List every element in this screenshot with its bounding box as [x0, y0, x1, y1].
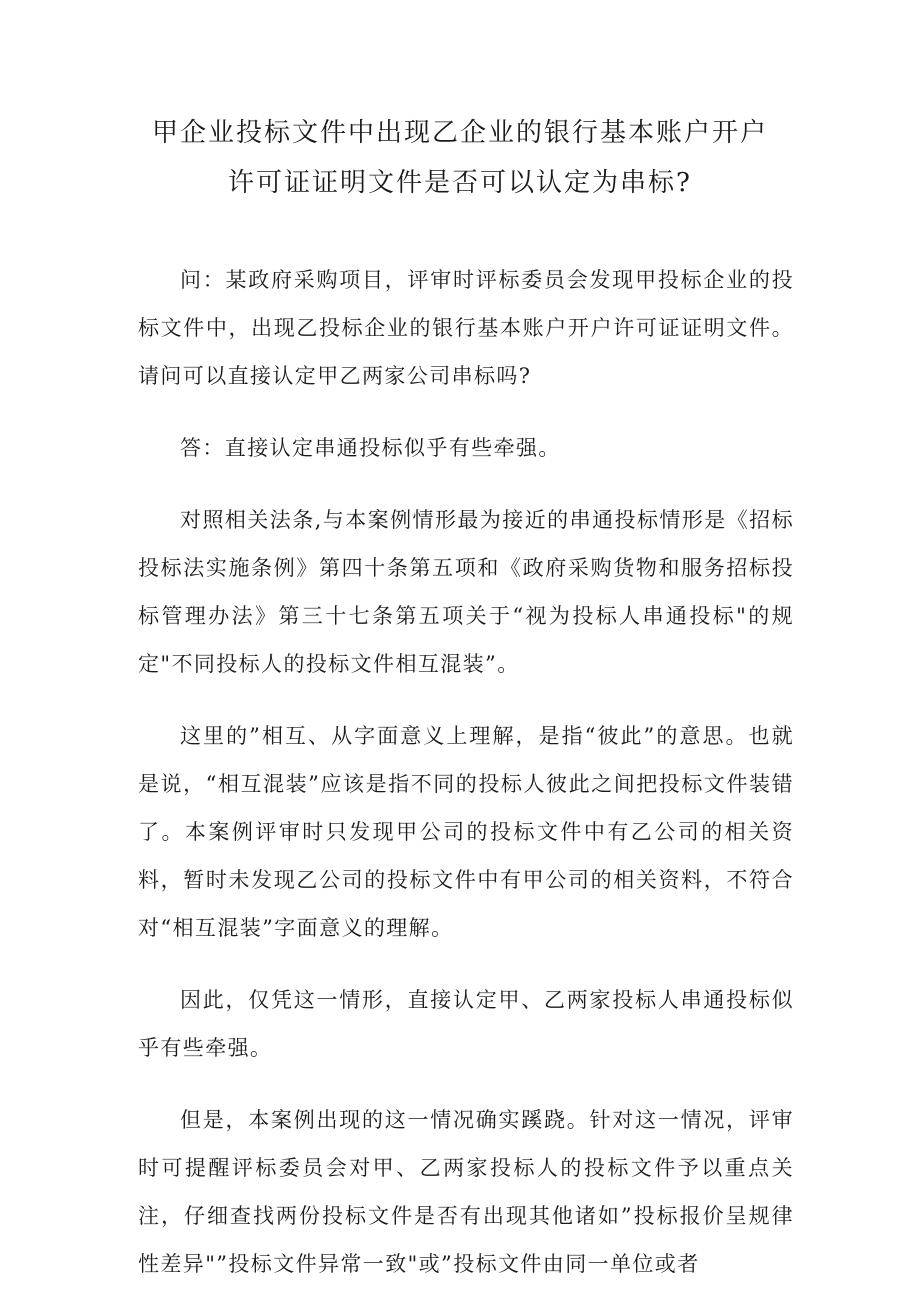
document-body: [138, 256, 794, 1312]
question-paragraph: 问：某政府采购项目，评审时评标委员会发现甲投标企业的投标文件中，出现乙投标企业的银行基本账户开户许可证证明文件。请问可以直接认定甲乙两家公司串标吗?: [138, 268, 794, 388]
title-line-2: 许可证证明文件是否可以认定为串标?: [228, 168, 692, 198]
recommendation-paragraph: 但是，本案例出现的这一情况确实蹊跷。针对这一情况，评审时可提醒评标委员会对甲、乙两家投标人的投标文件予以重点关注，仔细查找两份投标文件是否有出现其他诸如”投标报价呈规律性差异"”投标文件异常一致"或”投标文件由同一单位或者: [138, 1108, 794, 1276]
legal-reference-paragraph: 对照相关法条,与本案例情形最为接近的串通投标情形是《招标投标法实施条例》第四十条第五项和《政府采购货物和服务招标投标管理办法》第三十七条第五项关于“视为投标人串通投标"的规定"不同投标人的投标文件相互混装”。: [138, 508, 794, 676]
conclusion-paragraph: 因此，仅凭这一情形，直接认定甲、乙两家投标人串通投标似乎有些牵强。: [138, 988, 794, 1060]
document-title: [0, 108, 920, 208]
answer-paragraph: 答：直接认定串通投标似乎有些牵强。: [180, 436, 561, 460]
interpretation-paragraph: 这里的”相互、从字面意义上理解，是指“彼此”的意思。也就是说，“相互混装”应该是指不同的投标人彼此之间把投标文件装错了。本案例评审时只发现甲公司的投标文件中有乙公司的相关资料，暂时未发现乙公司的投标文件中有甲公司的相关资料，不符合对“相互混装”字面意义的理解。: [138, 724, 794, 940]
title-line-1: 甲企业投标文件中出现乙企业的银行基本账户开户: [151, 118, 768, 148]
